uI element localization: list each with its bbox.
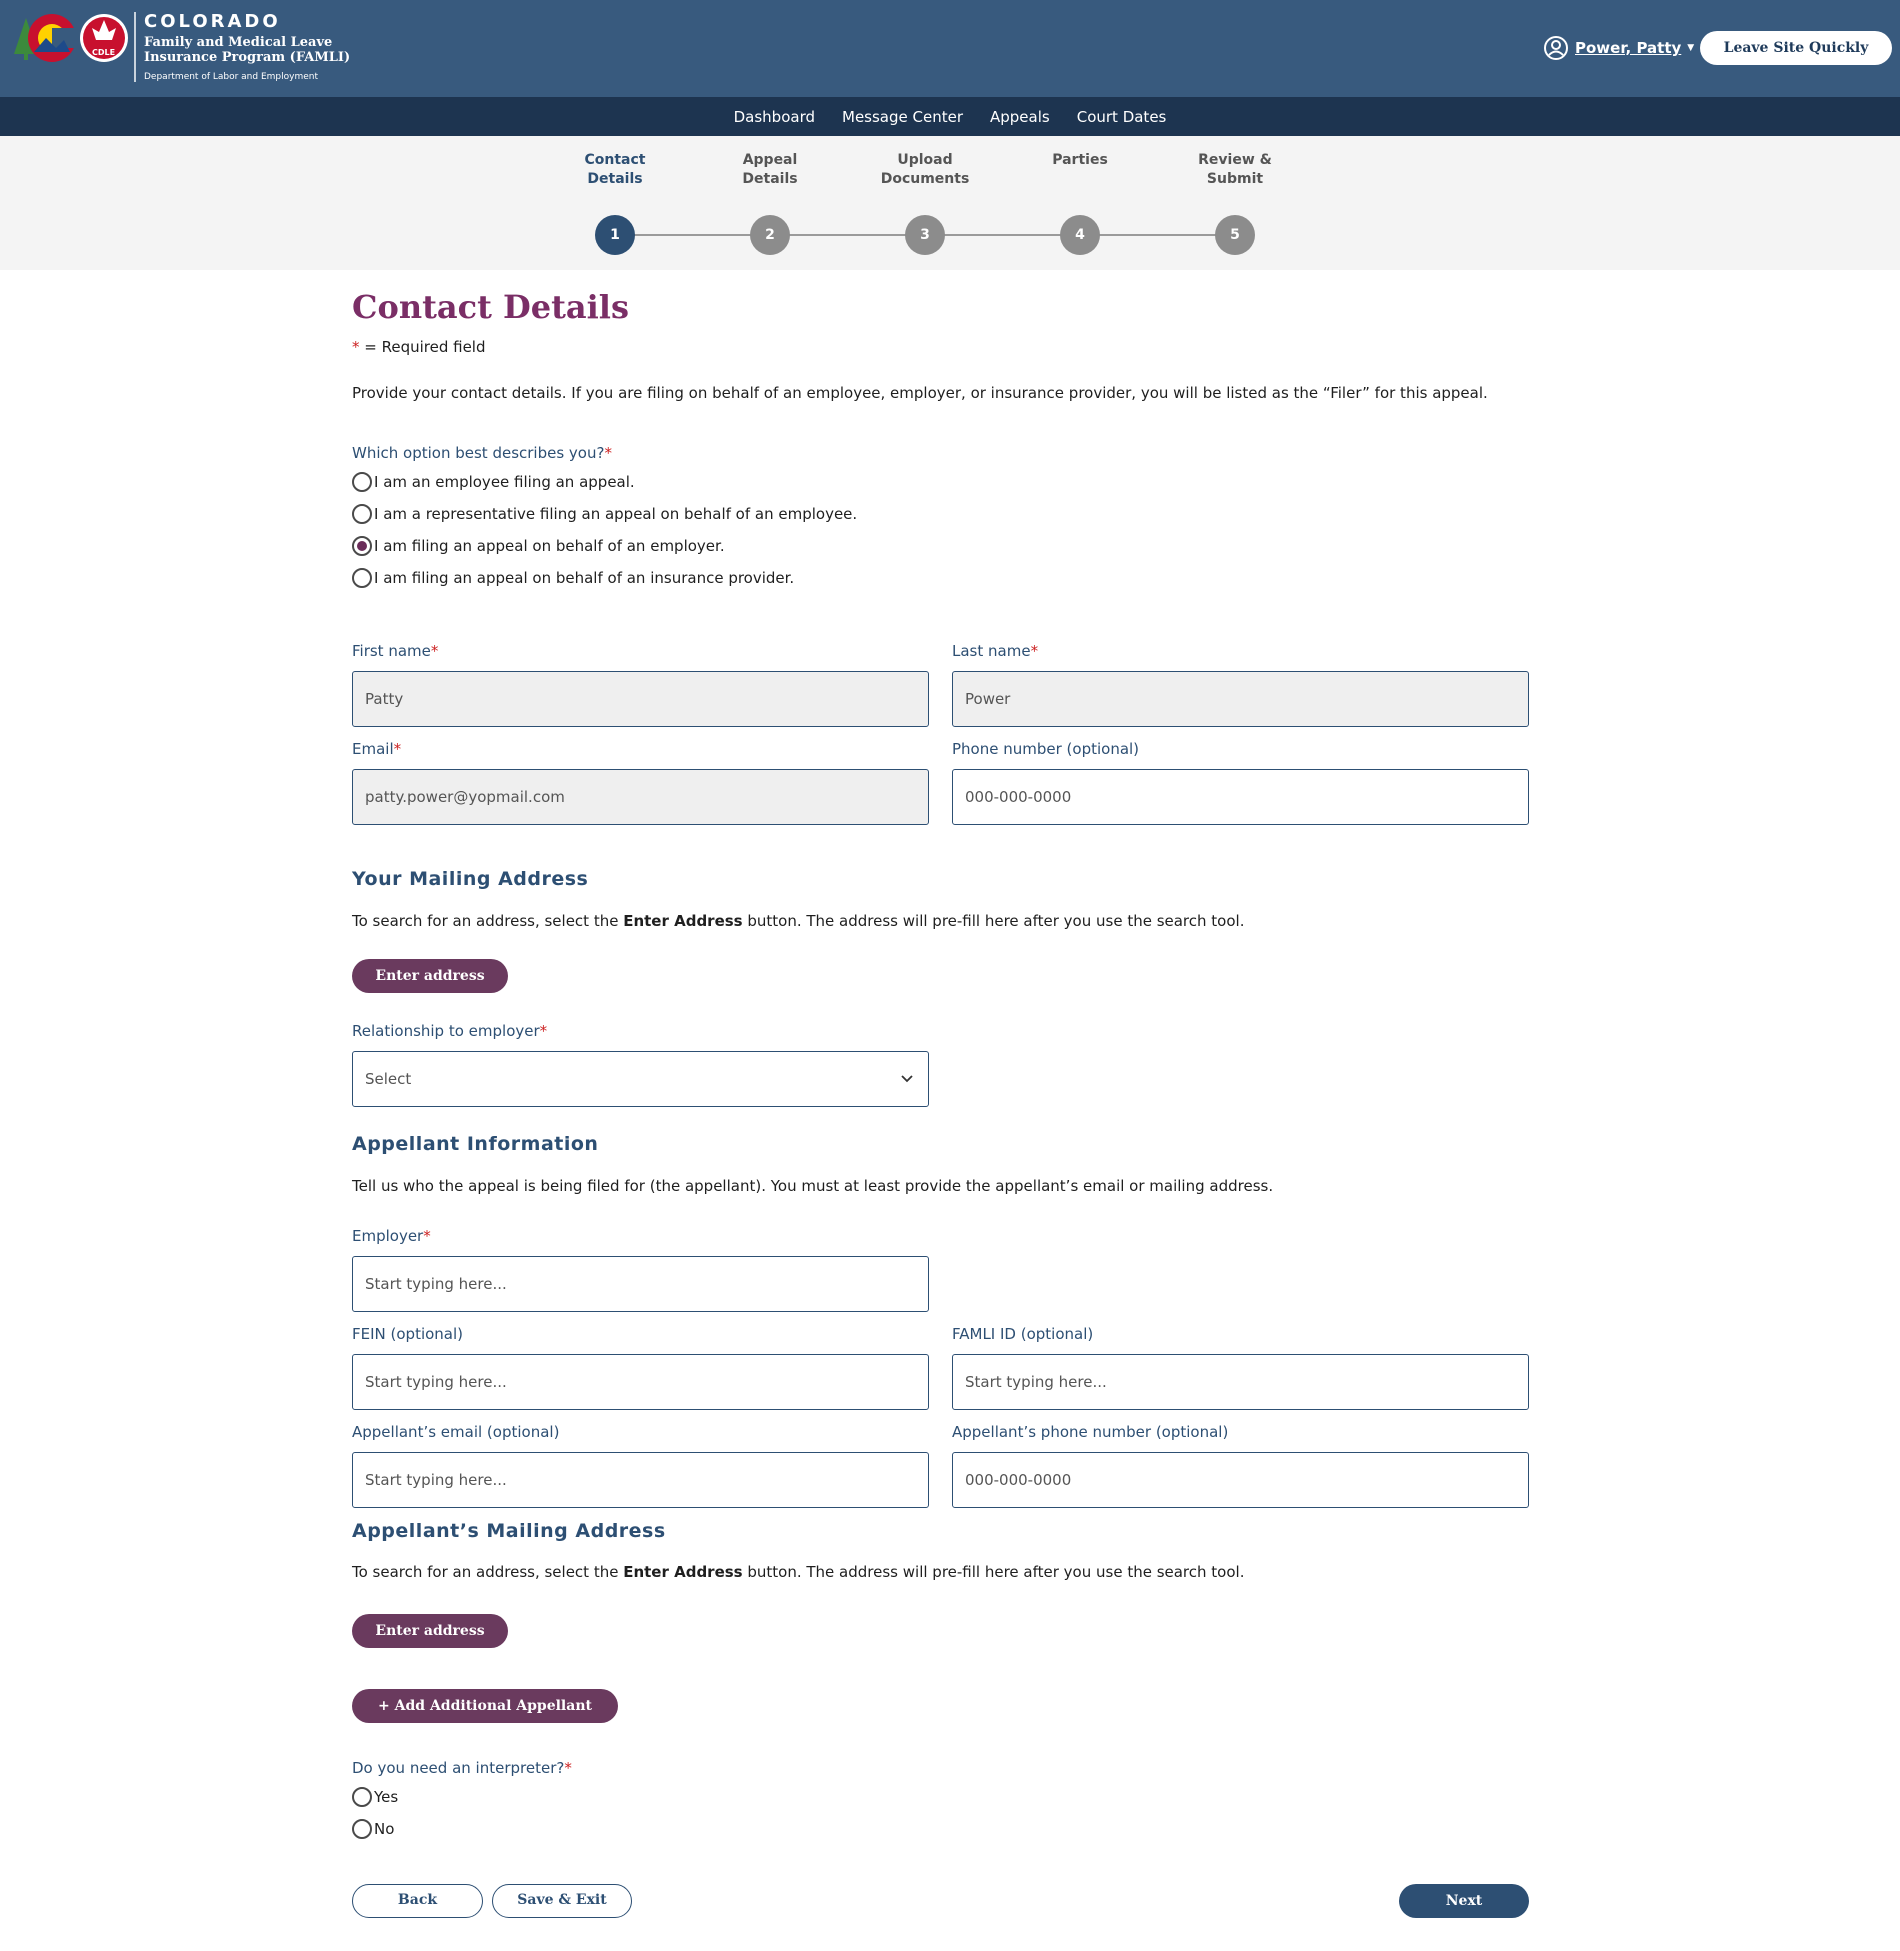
required-star: * — [604, 444, 612, 462]
logo-subtitle-2: Insurance Program (FAMLI) — [144, 50, 351, 65]
enter-address-button[interactable]: Enter address — [352, 959, 508, 993]
instructions-text: To search for an address, select the — [352, 912, 624, 930]
user-circle-icon — [1543, 35, 1569, 61]
famli-id-label: FAMLI ID (optional) — [952, 1325, 1094, 1343]
interpreter-question-text: Do you need an interpreter? — [352, 1759, 565, 1777]
plus-icon: + — [378, 1698, 395, 1714]
required-star: * — [423, 1227, 431, 1245]
relationship-label-text: Relationship to employer — [352, 1022, 540, 1040]
nav-court-dates[interactable]: Court Dates — [1076, 107, 1167, 126]
interpreter-question-label — [352, 1759, 572, 1777]
appellant-email-input[interactable]: Start typing here... — [352, 1452, 929, 1508]
employer-input[interactable]: Start typing here... — [352, 1256, 929, 1312]
nav-appeals[interactable]: Appeals — [990, 107, 1050, 126]
step-3-label-line1: Upload — [897, 152, 953, 168]
role-question-text: Which option best describes you? — [352, 444, 605, 462]
radio-label: No — [374, 1820, 395, 1838]
mailing-address-instructions — [352, 912, 1244, 930]
radio-button[interactable] — [352, 1819, 372, 1839]
required-star: * — [1030, 642, 1039, 660]
step-2-label-line2: Details — [742, 171, 798, 187]
step-5-label-line1: Review & — [1198, 152, 1272, 168]
step-2-circle: 2 — [750, 215, 790, 255]
employer-label — [352, 1227, 431, 1245]
appellant-email-label: Appellant’s email (optional) — [352, 1423, 560, 1441]
appellant-mailing-title: Appellant’s Mailing Address — [352, 1520, 666, 1542]
add-additional-appellant-button[interactable] — [352, 1689, 618, 1723]
appellant-phone-label: Appellant’s phone number (optional) — [952, 1423, 1229, 1441]
last-name-field[interactable]: Power — [952, 671, 1529, 727]
employer-label-text: Employer — [352, 1227, 424, 1245]
step-2-label-line1: Appeal — [742, 152, 798, 168]
logo-icons — [12, 10, 130, 84]
step-5-label-line2: Submit — [1206, 171, 1264, 187]
cdle-badge-text: CDLE — [92, 48, 116, 57]
logo-divider — [134, 12, 136, 82]
email-field[interactable]: patty.power@yopmail.com — [352, 769, 929, 825]
step-1-circle: 1 — [595, 215, 635, 255]
role-option-employee[interactable] — [352, 466, 857, 498]
leave-site-quickly-button[interactable]: Leave Site Quickly — [1700, 31, 1892, 65]
nav-message-center[interactable]: Message Center — [842, 107, 963, 126]
phone-input[interactable]: 000-000-0000 — [952, 769, 1529, 825]
required-star: * — [393, 740, 402, 758]
required-field-note — [352, 338, 486, 356]
role-option-representative[interactable] — [352, 498, 857, 530]
appellant-enter-address-button[interactable]: Enter address — [352, 1614, 508, 1648]
site-header — [0, 0, 1900, 97]
step-3-label-line2: Documents — [880, 171, 970, 187]
radio-label: I am filing an appeal on behalf of an employer. — [374, 537, 725, 555]
page-title: Contact Details — [352, 288, 629, 326]
last-name-label — [952, 642, 1038, 660]
fein-input[interactable]: Start typing here... — [352, 1354, 929, 1410]
appellant-info-intro: Tell us who the appeal is being filed for (the appellant). You must at least provide the appellant’s email or mailing address. — [352, 1177, 1274, 1195]
step-3-circle: 3 — [905, 215, 945, 255]
instructions-text: button. The address will pre-fill here after you use the search tool. — [742, 912, 1245, 930]
role-option-insurance-provider[interactable] — [352, 562, 857, 594]
instructions-text: To search for an address, select the — [352, 1563, 624, 1581]
relationship-label — [352, 1022, 547, 1040]
add-appellant-label: Add Additional Appellant — [394, 1698, 592, 1714]
logo-text — [144, 10, 350, 83]
user-name-link[interactable]: Power, Patty — [1575, 39, 1682, 57]
relationship-select-value: Select — [365, 1070, 412, 1088]
step-1-label-line1: Contact — [584, 152, 646, 168]
appellant-info-title: Appellant Information — [352, 1133, 599, 1155]
colorado-logo-icon — [12, 10, 130, 74]
radio-label: Yes — [374, 1788, 399, 1806]
radio-button[interactable] — [352, 504, 372, 524]
step-4-label — [1020, 151, 1140, 170]
appellant-phone-input[interactable]: 000-000-0000 — [952, 1452, 1529, 1508]
logo-department: Department of Labor and Employment — [144, 72, 318, 82]
interpreter-option-yes[interactable] — [352, 1781, 572, 1813]
required-star: * — [352, 338, 360, 356]
nav-dashboard[interactable]: Dashboard — [733, 107, 815, 126]
first-name-field[interactable]: Patty — [352, 671, 929, 727]
last-name-label-text: Last name — [952, 642, 1031, 660]
required-star: * — [430, 642, 439, 660]
step-3-label — [865, 151, 985, 189]
radio-label: I am an employee filing an appeal. — [374, 473, 635, 491]
instructions-text: button. The address will pre-fill here after you use the search tool. — [742, 1563, 1245, 1581]
relationship-select[interactable] — [352, 1051, 929, 1107]
interpreter-option-no[interactable] — [352, 1813, 572, 1845]
step-1-label-line2: Details — [587, 171, 643, 187]
instructions-bold: Enter Address — [623, 912, 743, 930]
email-label-text: Email — [352, 740, 394, 758]
mailing-address-title: Your Mailing Address — [352, 868, 589, 890]
save-and-exit-button[interactable]: Save & Exit — [492, 1884, 632, 1918]
next-button[interactable]: Next — [1399, 1884, 1529, 1918]
required-star: * — [539, 1022, 548, 1040]
email-label — [352, 740, 401, 758]
back-button[interactable]: Back — [352, 1884, 483, 1918]
appellant-mailing-instructions — [352, 1563, 1244, 1581]
required-star: * — [564, 1759, 572, 1777]
intro-text: Provide your contact details. If you are filing on behalf of an employee, employer, or insurance provider, you will be listed as the “Filer” for this appeal. — [352, 384, 1488, 402]
radio-button[interactable] — [352, 1787, 372, 1807]
step-1-label — [555, 151, 675, 189]
required-note-text: = Required field — [359, 338, 486, 356]
role-option-employer[interactable] — [352, 530, 857, 562]
logo-title: COLORADO — [144, 11, 281, 32]
first-name-label — [352, 642, 438, 660]
step-2-label — [710, 151, 830, 189]
user-menu[interactable] — [1543, 35, 1694, 61]
famli-logo[interactable] — [12, 10, 350, 84]
famli-id-input[interactable]: Start typing here... — [952, 1354, 1529, 1410]
step-4-label-line1: Parties — [1052, 152, 1108, 168]
phone-label: Phone number (optional) — [952, 740, 1140, 758]
step-5-circle: 5 — [1215, 215, 1255, 255]
radio-label: I am filing an appeal on behalf of an insurance provider. — [374, 569, 795, 587]
chevron-down-icon: ▼ — [1687, 43, 1695, 53]
radio-button[interactable] — [352, 472, 372, 492]
fein-label: FEIN (optional) — [352, 1325, 464, 1343]
radio-button[interactable] — [352, 568, 372, 588]
radio-button-selected[interactable] — [352, 536, 372, 556]
role-question — [352, 444, 857, 594]
step-5-label — [1175, 151, 1295, 189]
first-name-label-text: First name — [352, 642, 431, 660]
chevron-down-icon — [900, 1052, 914, 1129]
radio-label: I am a representative filing an appeal on behalf of an employee. — [374, 505, 858, 523]
interpreter-question — [352, 1759, 572, 1845]
main-nav — [0, 97, 1900, 136]
logo-subtitle-1: Family and Medical Leave — [144, 35, 333, 50]
step-4-circle: 4 — [1060, 215, 1100, 255]
role-question-label — [352, 444, 857, 462]
instructions-bold: Enter Address — [623, 1563, 743, 1581]
